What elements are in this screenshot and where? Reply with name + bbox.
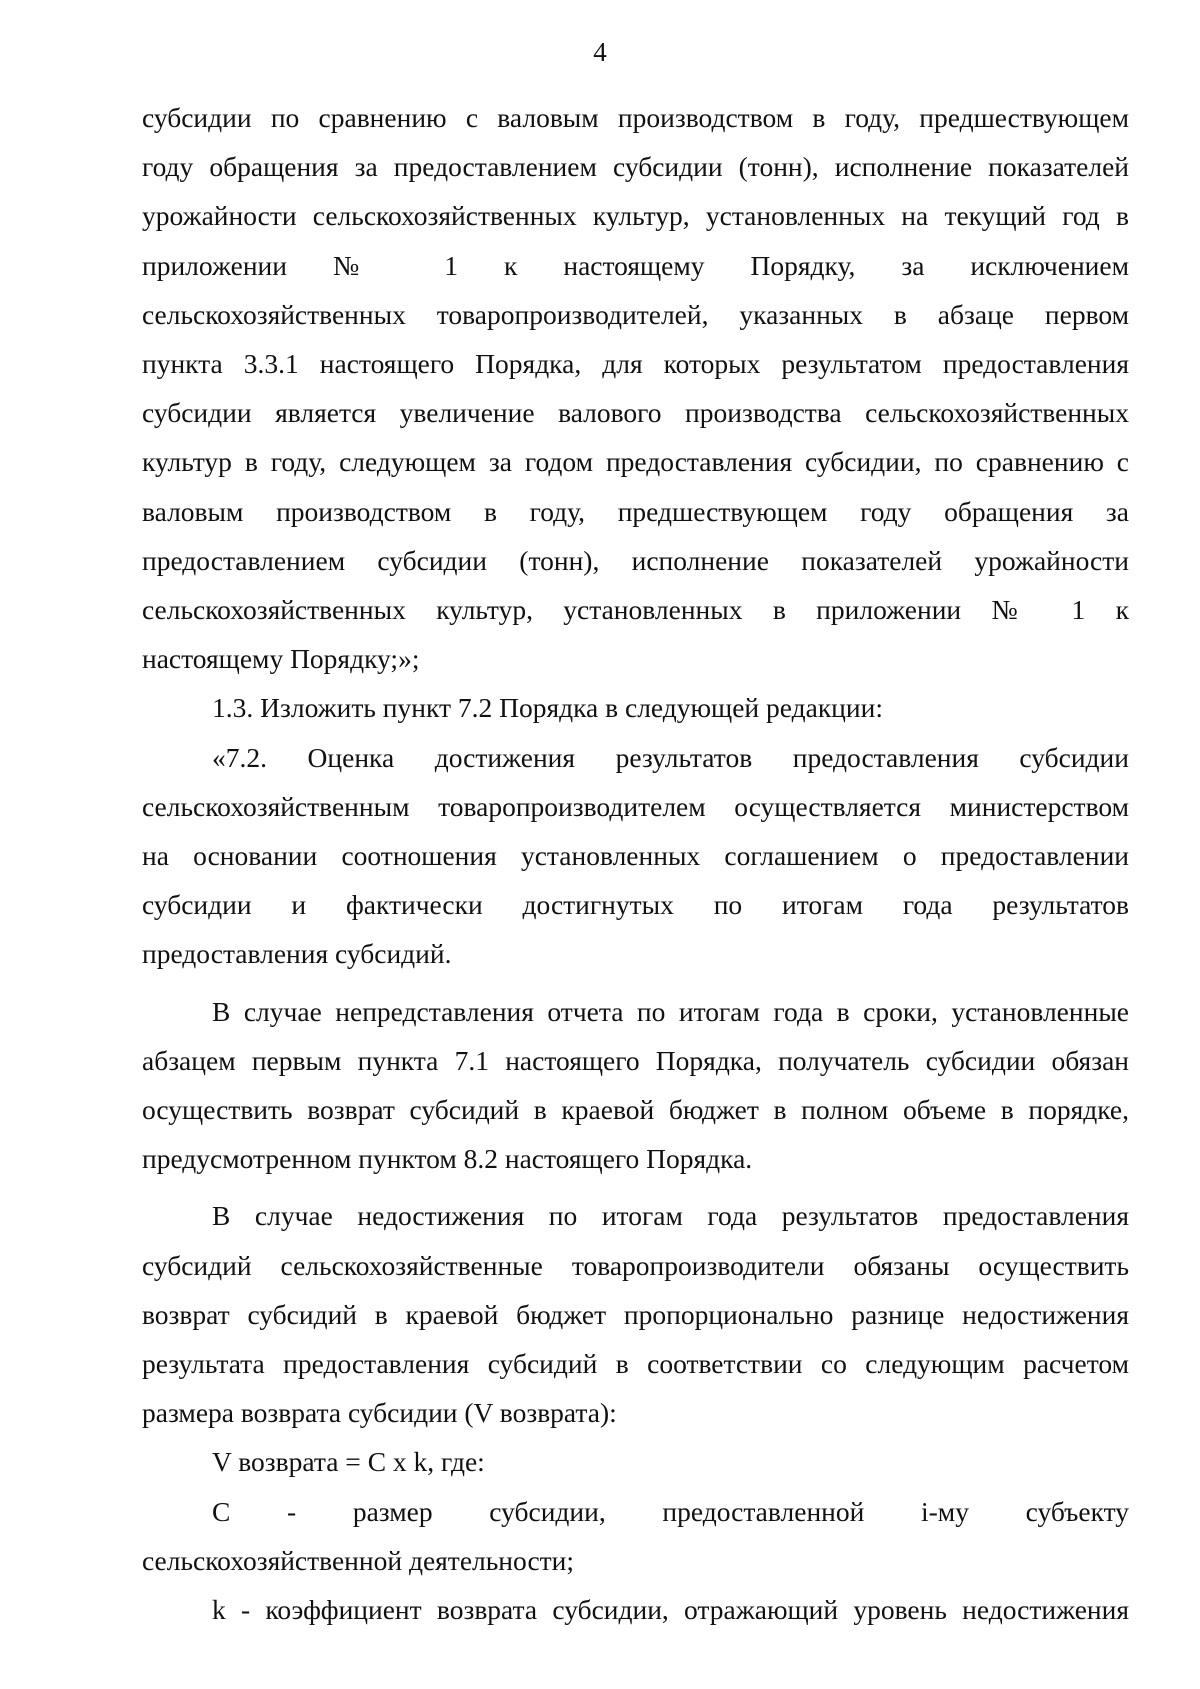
text-line: результата предоставления субсидий в соответствии со следующим расчетом [142, 1348, 1129, 1380]
paragraph-report [142, 987, 1129, 1184]
continuation-paragraph [142, 93, 1129, 683]
text-line: субсидий сельскохозяйственные товаропроизводители обязаны осуществить [142, 1249, 1129, 1281]
definition-c-line-1 [142, 1487, 1129, 1536]
def-c-word: субъекту [1025, 1495, 1129, 1527]
text-line: В случае недостижения по итогам года результатов предоставления [212, 1200, 1129, 1232]
text-line: культур в году, следующем за годом предоставления субсидии, по сравнению с [142, 446, 1129, 478]
text-line: предоставления субсидий. [142, 938, 452, 970]
def-c-word: субсидии, [489, 1495, 606, 1527]
text-line: сельскохозяйственным товаропроизводителем осуществляется министерством [142, 790, 1129, 822]
text-line: урожайности сельскохозяйственных культур, установленных на текущий год в [142, 200, 1129, 232]
text-line: валовым производством в году, предшествующем году обращения за [142, 495, 1129, 527]
document-body [142, 93, 1129, 1634]
formula: V возврата = C x k, где: [212, 1446, 485, 1478]
text-line: осуществить возврат субсидий в краевой бюджет в полном объеме в порядке, [142, 1094, 1129, 1126]
text-line: субсидии и фактически достигнутых по итогам года результатов [142, 889, 1129, 921]
text-line: настоящему Порядку;»; [142, 643, 420, 675]
text-line: возврат субсидий в краевой бюджет пропорционально разнице недостижения [142, 1298, 1129, 1330]
text-line: размера возврата субсидии (V возврата): [142, 1397, 617, 1429]
item-1-3: 1.3. Изложить пункт 7.2 Порядка в следующей редакции: [212, 692, 883, 724]
text-line: субсидии по сравнению с валовым производством в году, предшествующем [142, 102, 1129, 133]
paragraph-nonachievement [142, 1191, 1129, 1437]
text-line: «7.2. Оценка достижения результатов предоставления субсидии [212, 741, 1129, 773]
definition-k: k - коэффициент возврата субсидии, отражающий уровень недостижения [212, 1594, 1129, 1626]
text-line: предусмотренном пунктом 8.2 настоящего Порядка. [142, 1143, 753, 1175]
definition-c-line-2: сельскохозяйственной деятельности; [142, 1544, 575, 1576]
paragraph-7-2 [142, 733, 1129, 979]
text-line: пункта 3.3.1 настоящего Порядка, для которых результатом предоставления [142, 348, 1129, 380]
text-line: субсидии является увеличение валового производства сельскохозяйственных [142, 397, 1129, 429]
text-line: предоставлением субсидии (тонн), исполнение показателей урожайности [142, 544, 1129, 576]
def-c-word: - [287, 1495, 297, 1527]
text-line: В случае непредставления отчета по итогам года в сроки, установленные [212, 995, 1129, 1027]
page-number: 4 [593, 37, 607, 67]
text-line: сельскохозяйственных товаропроизводителей, указанных в абзаце первом [142, 298, 1129, 330]
def-c-word: i-му [921, 1495, 969, 1527]
def-c-word: предоставленной [662, 1495, 865, 1527]
text-line: приложении № 1 к настоящему Порядку, за исключением [142, 249, 1129, 281]
text-line: году обращения за предоставлением субсидии (тонн), исполнение показателей [142, 151, 1129, 183]
text-line: на основании соотношения установленных соглашением о предоставлении [142, 840, 1129, 872]
def-c-word: размер [352, 1495, 433, 1527]
text-line: сельскохозяйственных культур, установленных в приложении № 1 к [142, 594, 1129, 626]
def-c-word: C [212, 1495, 231, 1527]
text-line: абзацем первым пункта 7.1 настоящего Порядка, получатель субсидии обязан [142, 1044, 1129, 1076]
